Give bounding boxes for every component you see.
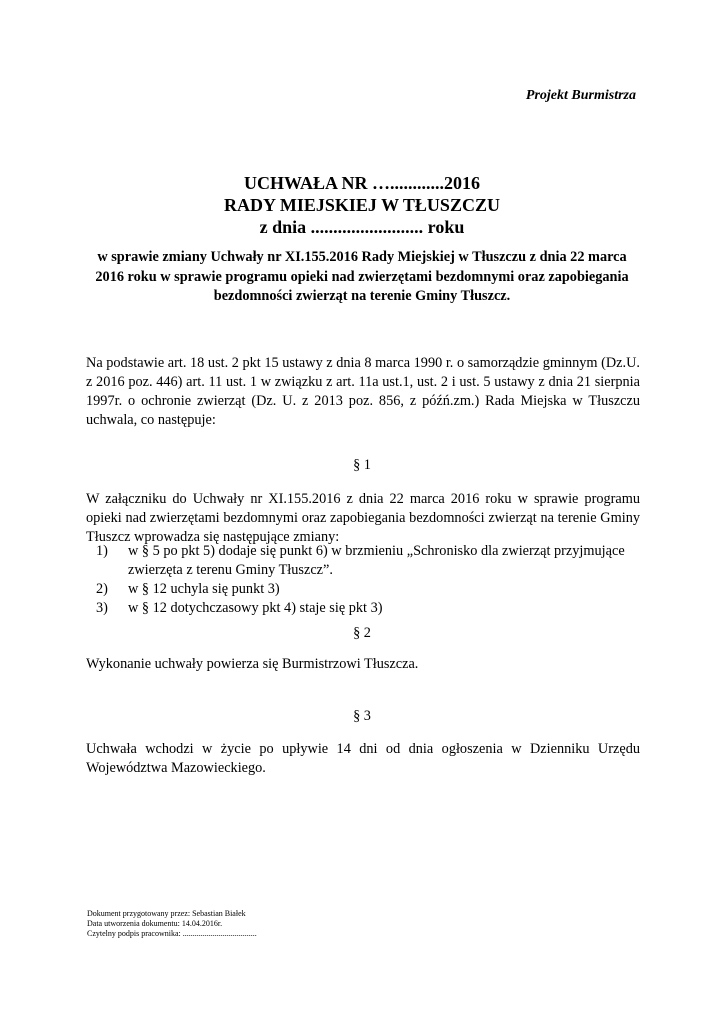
project-note: Projekt Burmistrza — [525, 88, 636, 103]
footer-signature: Czytelny podpis pracownika: ..................................... — [87, 929, 257, 938]
title-line-council: RADY MIEJSKIEJ W TŁUSZCZU — [224, 195, 500, 215]
title-line-date: z dnia ......................... roku — [259, 217, 465, 237]
preamble: Na podstawie art. 18 ust. 2 pkt 15 ustawy z dnia 8 marca 1990 r. o samorządzie gminnym (Dz.U. z 2016 poz. 446) art. 11 ust. 1 w związku z art. 11a ust.1, ust. 2 i ust. 5 ustawy z dnia 21 sierpnia 1997r. o ochronie zwierząt (Dz. U. z 2013 poz. 856, z późń.zm.) Rada Miejska w Tłuszczu uchwala, co następuje: — [86, 355, 640, 428]
footer-created-date: Data utworzenia dokumentu: 14.04.2016r. — [87, 919, 223, 928]
resolution-subject: w sprawie zmiany Uchwały nr XI.155.2016 Rady Miejskiej w Tłuszczu z dnia 22 marca 2016 roku w sprawie programu opieki nad zwierzętami bezdomnymi oraz zapobiegania bezdomności zwierząt na terenie Gminy Tłuszcz. — [95, 249, 629, 304]
footer-prepared-by: Dokument przygotowany przez: Sebastian Białek — [87, 909, 246, 918]
changes-list — [96, 542, 640, 618]
section-3-text: Uchwała wchodzi w życie po upływie 14 dni od dnia ogłoszenia w Dzienniku Urzędu Województwa Mazowieckiego. — [86, 741, 640, 776]
list-item-number: 1) — [96, 543, 108, 559]
list-item — [96, 580, 640, 599]
list-item — [96, 599, 640, 618]
title-line-number: UCHWAŁA NR …............2016 — [243, 173, 480, 193]
list-item-text: w § 5 po pkt 5) dodaje się punkt 6) w brzmieniu „Schronisko dla zwierząt przyjmujące zwierzęta z terenu Gminy Tłuszcz”. — [128, 543, 625, 578]
document-footer — [87, 909, 257, 939]
list-item-number: 3) — [96, 600, 108, 616]
section-1-text: W załączniku do Uchwały nr XI.155.2016 z dnia 22 marca 2016 roku w sprawie programu opieki nad zwierzętami bezdomnymi oraz zapobiegania bezdomności zwierząt na terenie Gminy Tłuszcz wprowadza się następujące zmiany: — [86, 491, 640, 545]
list-item-number: 2) — [96, 581, 108, 597]
list-item-text: w § 12 dotychczasowy pkt 4) staje się pkt 3) — [128, 600, 383, 616]
resolution-title — [0, 172, 724, 238]
section-2-text: Wykonanie uchwały powierza się Burmistrzowi Tłuszcza. — [86, 656, 419, 672]
section-3-sign: § 3 — [353, 708, 371, 724]
section-2-sign: § 2 — [353, 625, 371, 641]
list-item-text: w § 12 uchyla się punkt 3) — [128, 581, 280, 597]
section-1-sign: § 1 — [353, 457, 371, 473]
list-item — [96, 542, 640, 580]
